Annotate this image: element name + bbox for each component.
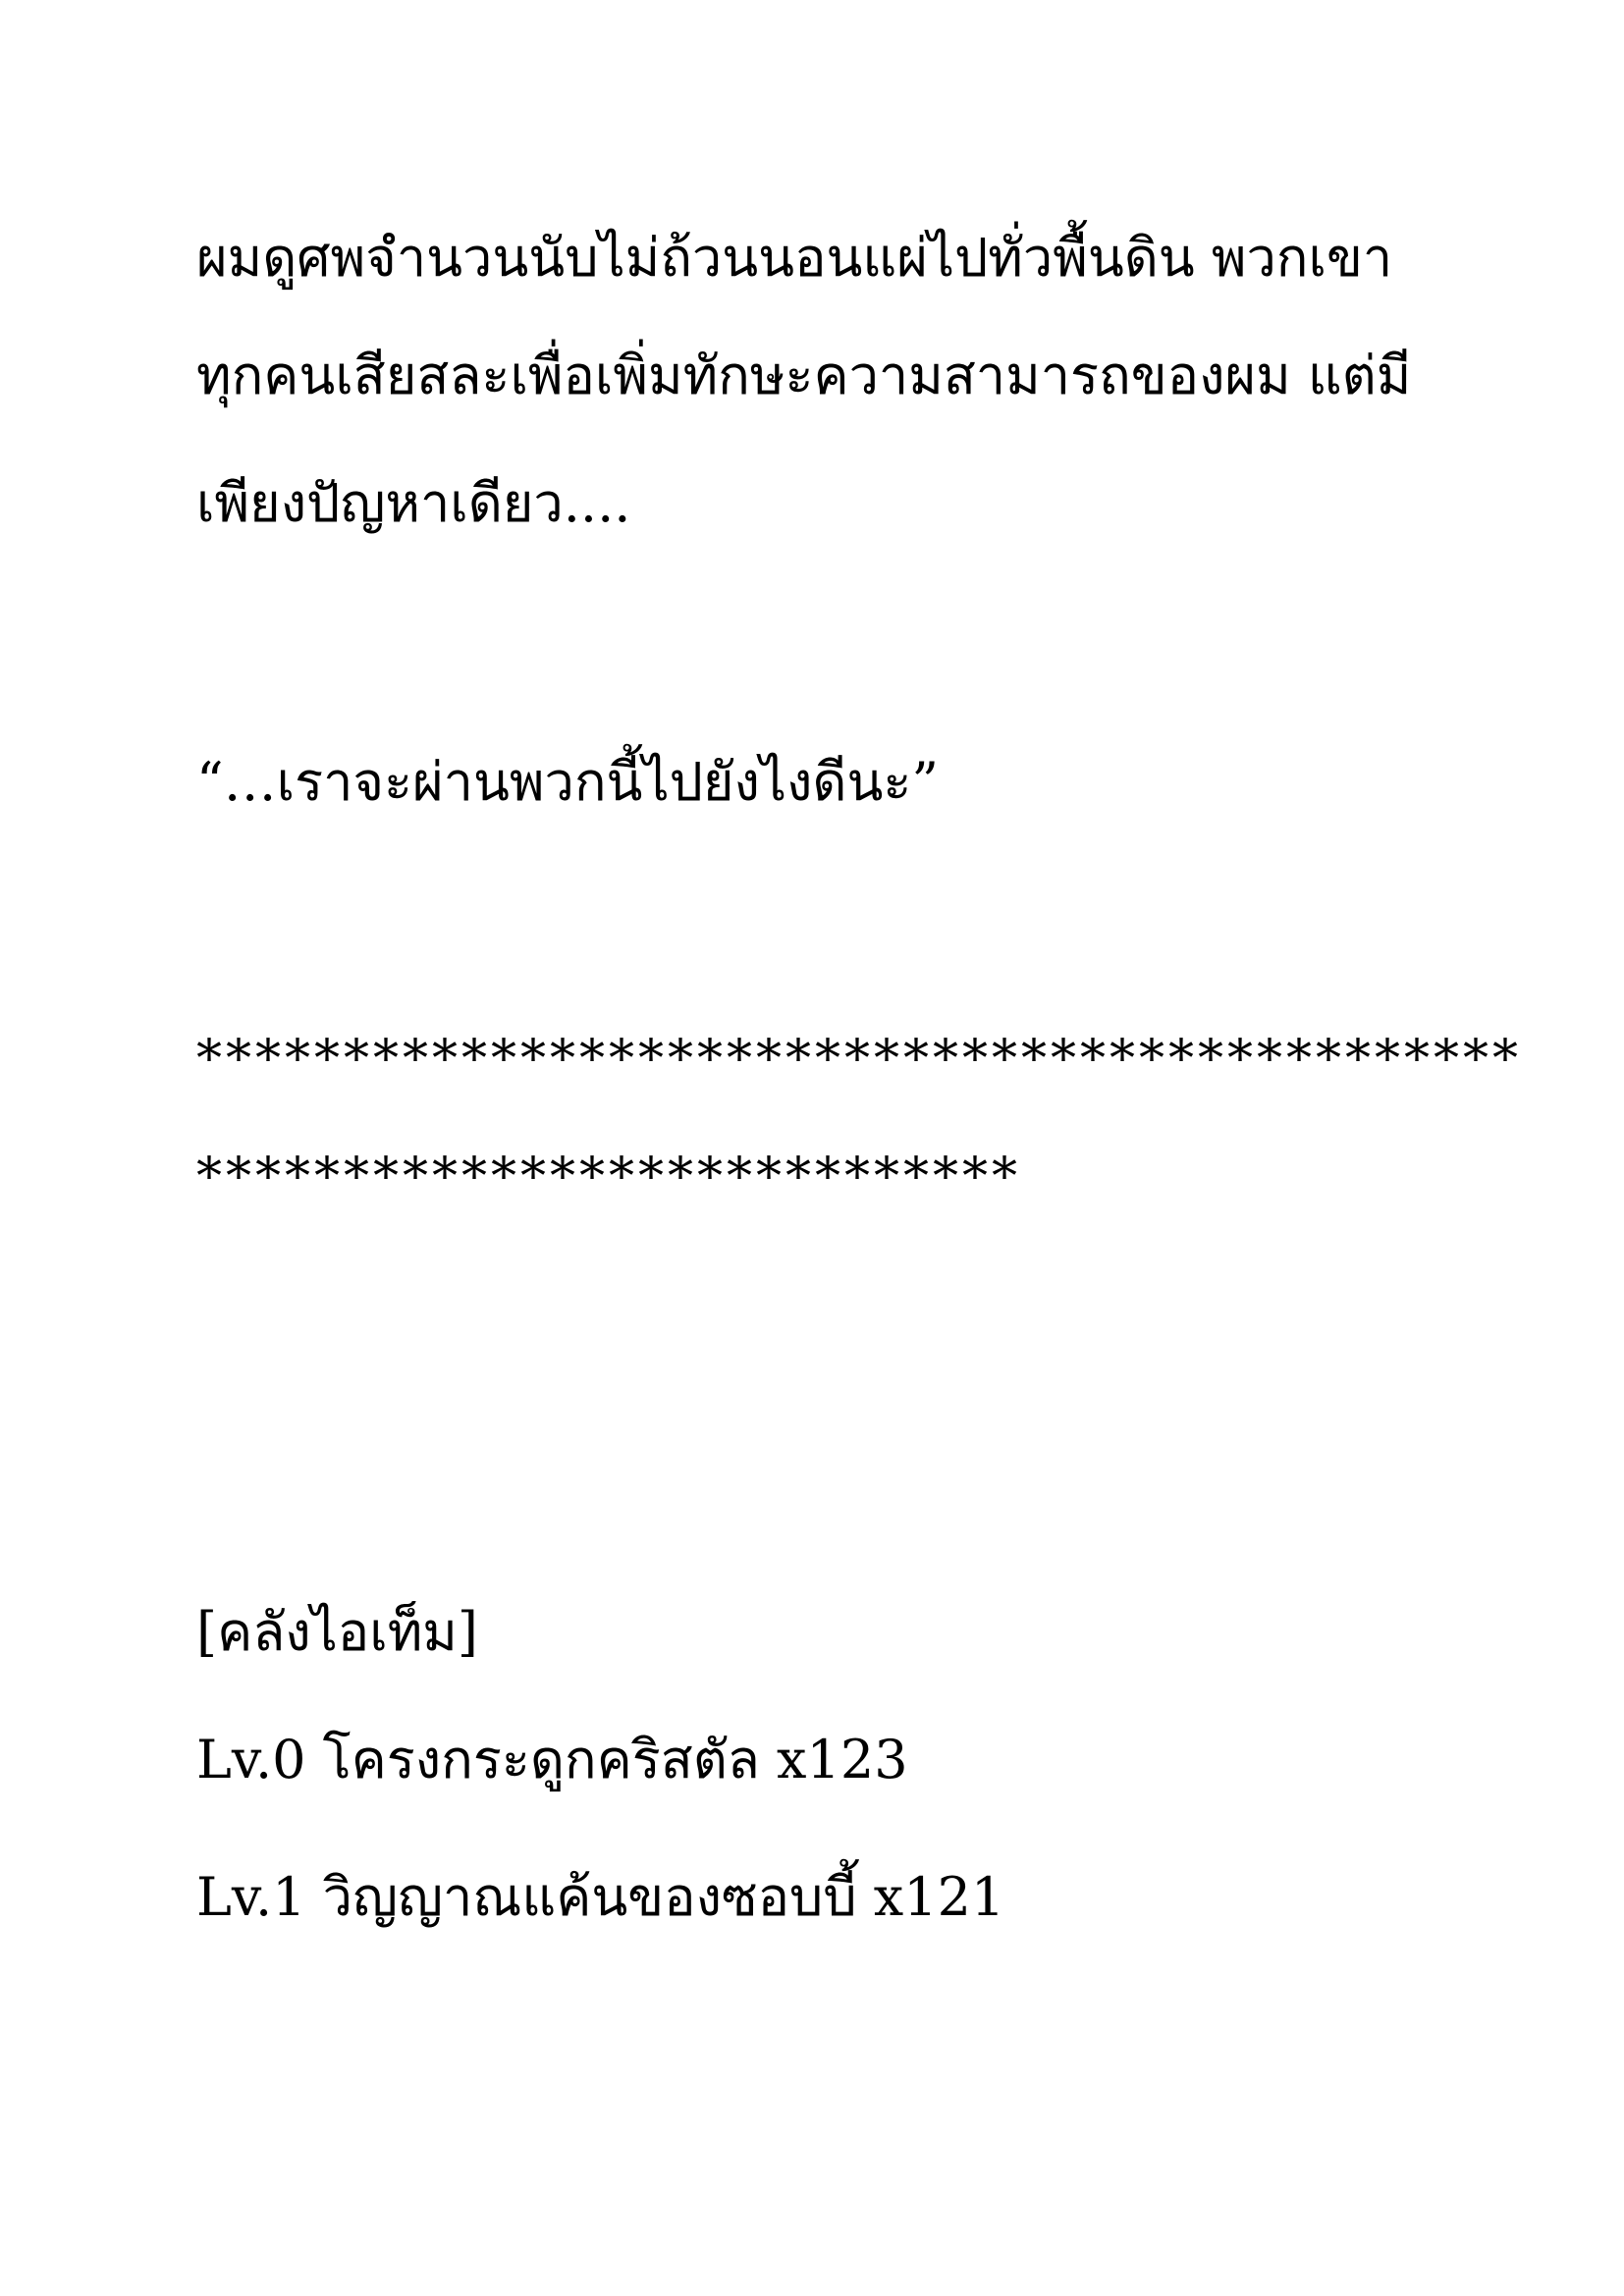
separator-line: **************************** [196, 1148, 1021, 1206]
paragraph-line: ผมดูศพจำนวนนับไม่ถ้วนนอนแผ่ไปทั่วพื้นดิน พวกเขา [196, 227, 1393, 289]
inventory-heading: [คลังไอเท็ม] [196, 1601, 478, 1663]
separator-line: ********************************************* [196, 1030, 1522, 1089]
dialogue-quote: “…เราจะผ่านพวกนี้ไปยังไงดีนะ” [196, 751, 939, 813]
inventory-item: Lv.1 วิญญาณแค้นของซอบบี้ x121 [196, 1866, 1005, 1928]
paragraph-line: ทุกคนเสียสละเพื่อเพิ่มทักษะความสามารถของผม แต่มี [196, 345, 1412, 406]
paragraph-line: เพียงปัญหาเดียว.... [196, 472, 631, 534]
inventory-item: Lv.0 โครงกระดูกคริสตัล x123 [196, 1729, 908, 1790]
